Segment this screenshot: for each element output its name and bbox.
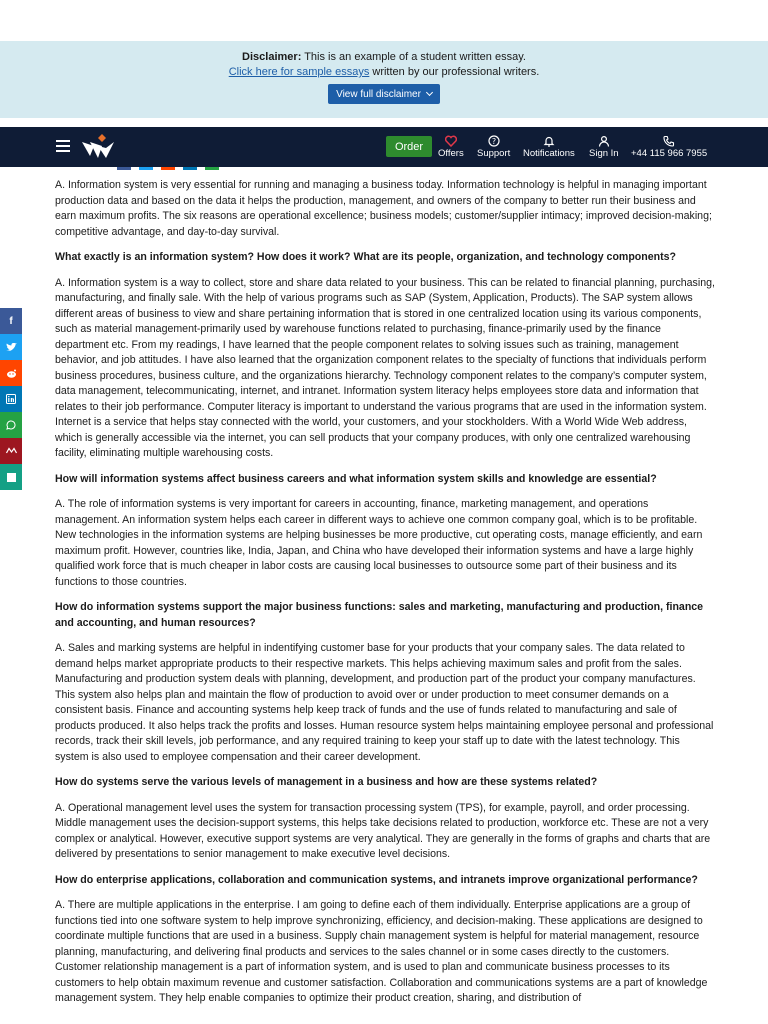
essay-question: How will information systems affect business careers and what information system skills and knowledge are essential?	[55, 472, 657, 485]
email-icon[interactable]	[0, 464, 22, 490]
disclaimer-line	[0, 50, 768, 65]
essay-paragraph: A. Information system is very essential for running and managing a business today. Information technology is helpful in managing important production data and based on the data it helps the production, management, and owners of the company to better run their business and earn maximum profits. The six reasons are operational excellence; business models; customer/supplier intimacy; improved decision-making; competitive advantage, and day-to-day survival.	[55, 179, 712, 238]
share-strip-facebook[interactable]	[117, 167, 131, 170]
user-icon	[598, 135, 610, 147]
top-navbar	[0, 127, 768, 167]
facebook-icon[interactable]: f	[0, 308, 22, 334]
essay-content	[55, 178, 715, 1017]
disclaimer-label: Disclaimer:	[242, 51, 302, 63]
linkedin-icon[interactable]	[0, 386, 22, 412]
reddit-icon[interactable]	[0, 360, 22, 386]
hamburger-menu-icon[interactable]	[56, 140, 70, 152]
nav-phone[interactable]	[631, 135, 707, 159]
side-share-bar	[0, 308, 22, 490]
chevron-down-icon	[426, 89, 433, 96]
essay-paragraph: A. The role of information systems is very important for careers in accounting, finance, marketing management, and operations management. An information system helps each career in different ways to achieve one common company goal, which is to be profitable. New technologies in the information systems are helping businesses be more productive, cut operating costs, manage efficiently, and earn maximum profit. However, countries like, India, Japan, and China who have developed their information systems and have a large highly qualified work force that is much cheaper in labor costs are causing local businesses to outsource some part of their business and its functions to those countries.	[55, 498, 703, 588]
nav-notifications[interactable]	[523, 135, 575, 159]
disclaimer-link-suffix: written by our professional writers.	[369, 66, 540, 78]
share-strip-whatsapp[interactable]	[205, 167, 219, 170]
essay-question: How do systems serve the various levels of management in a business and how are these systems related?	[55, 776, 598, 788]
view-full-disclaimer-label: View full disclaimer	[336, 88, 421, 100]
bell-icon	[543, 135, 555, 147]
nav-notifications-label: Notifications	[523, 148, 575, 159]
essay-question: How do information systems support the major business functions: sales and marketing, manufacturing and production, finance and accounting, and human resources?	[55, 601, 704, 629]
share-strip-linkedin[interactable]	[183, 167, 197, 170]
svg-text:?: ?	[491, 137, 496, 146]
order-button[interactable]: Order	[386, 136, 432, 157]
nav-signin[interactable]	[589, 135, 619, 159]
view-full-disclaimer-button[interactable]	[328, 84, 440, 104]
essay-paragraph: A. Information system is a way to collect, store and share data related to your business. This can be related to financial planning, purchasing, manufacturing, and finally sale. With the help of various programs such as SAP (System, Application, Products). The SAP system allows different areas of business to view and share pertaining information that is stored in one centralized location using its various components, such as material management-primarily used by warehouse functions related to purchasing, finance-primarily used by the finance department etc. From my readings, I have learned that the people component relates to solving issues such as training, management behavior, and job attitudes. I have also learned that the organization component relates to the specialty of functions that individuals perform business procedures, business culture, and the organizations hierarchy. Technology component relates to the company’s computer system, data management, telecommunicating, internet, and intranet. Information system literacy helps employees store data and information that relates to their job performance. Computer literacy is important to understand the various programs that are used in the information system. Internet is a service that helps stay connected with the world, your customers, and your stockholders. With a World Wide Web address, which is generally accessible via the internet, you can sell products that your company produces, with only one centralized warehousing facility, eliminating multiple warehousing costs.	[55, 276, 715, 459]
question-icon	[488, 135, 500, 147]
twitter-icon[interactable]	[0, 334, 22, 360]
sample-essays-link[interactable]: Click here for sample essays	[228, 66, 370, 78]
heart-icon	[445, 135, 457, 147]
essay-paragraph: A. Operational management level uses the system for transaction processing system (TPS), for example, payroll, and order processing. Middle management uses the decision-support systems, this helps take decisions related to production, workforce etc. These are not a very complex or analytical. However, executive support systems are very analytical. They are generally in the forms of graphs and charts that are delivered by presentations to senior management to make executive level decisions.	[55, 801, 711, 860]
essay-paragraph: A. There are multiple applications in the enterprise. I am going to define each of them individually. Enterprise applications are a group of functions tied into one software system to help improve synchronizing, efficiency, and decision-making. These applications are designed to coordinate multiple functions that are used in a business. Supply chain management system is helpful for material management, resource planning, manufacturing, and delivering final products and services to the sales channel or in some cases directly to the customers. Customer relationship management is a part of information system, and is used to plan and communicate business processes to its customers to help obtain maximum revenue and customer satisfaction. Collaboration and communications systems are a part of knowledge management system. They help enable companies to optimize their product creation, sharing, and distribution of	[55, 899, 708, 1004]
site-logo[interactable]	[80, 134, 116, 160]
disclaimer-link-line	[0, 65, 768, 80]
disclaimer-text: This is an example of a student written essay.	[301, 51, 526, 63]
mendeley-icon[interactable]	[0, 438, 22, 464]
nav-phone-label: +44 115 966 7955	[631, 148, 708, 159]
nav-support-label: Support	[477, 148, 511, 159]
phone-icon	[663, 135, 675, 147]
disclaimer-banner	[0, 41, 768, 118]
essay-question: What exactly is an information system? How does it work? What are its people, organization, and technology components?	[55, 251, 676, 263]
essay-question: How do enterprise applications, collaboration and communication systems, and intranets improve organizational performance?	[55, 873, 698, 886]
share-strip-twitter[interactable]	[139, 167, 153, 170]
nav-signin-label: Sign In	[589, 148, 619, 159]
nav-support[interactable]	[477, 135, 510, 159]
whatsapp-icon[interactable]	[0, 412, 22, 438]
essay-paragraph: A. Sales and marking systems are helpful in indentifying customer base for your products that your company sales. The data related to demand helps market appropriate products to their respective markets. This helps achieving maximum sales and profit from the sales. Manufacturing and production system deals with planning, development, and production part of the product your company manufactures. This system also helps plan and maintain the flow of production to avoid over or under production to meet consumer demands on a consistent basis. Finance and accounting systems help keep track of funds and the use of funds related to manufacturing and sale of products produced. It also helps track the profits and losses. Human resource system helps maintaining employee personal and professional records, track their skill levels, job performance, and any required training to keep your staff up to date with the latest technology. This system is also used to employee compensation and their career development.	[55, 642, 714, 763]
share-strip-reddit[interactable]	[161, 167, 175, 170]
nav-offers-label: Offers	[438, 148, 464, 159]
nav-offers[interactable]	[438, 135, 464, 159]
